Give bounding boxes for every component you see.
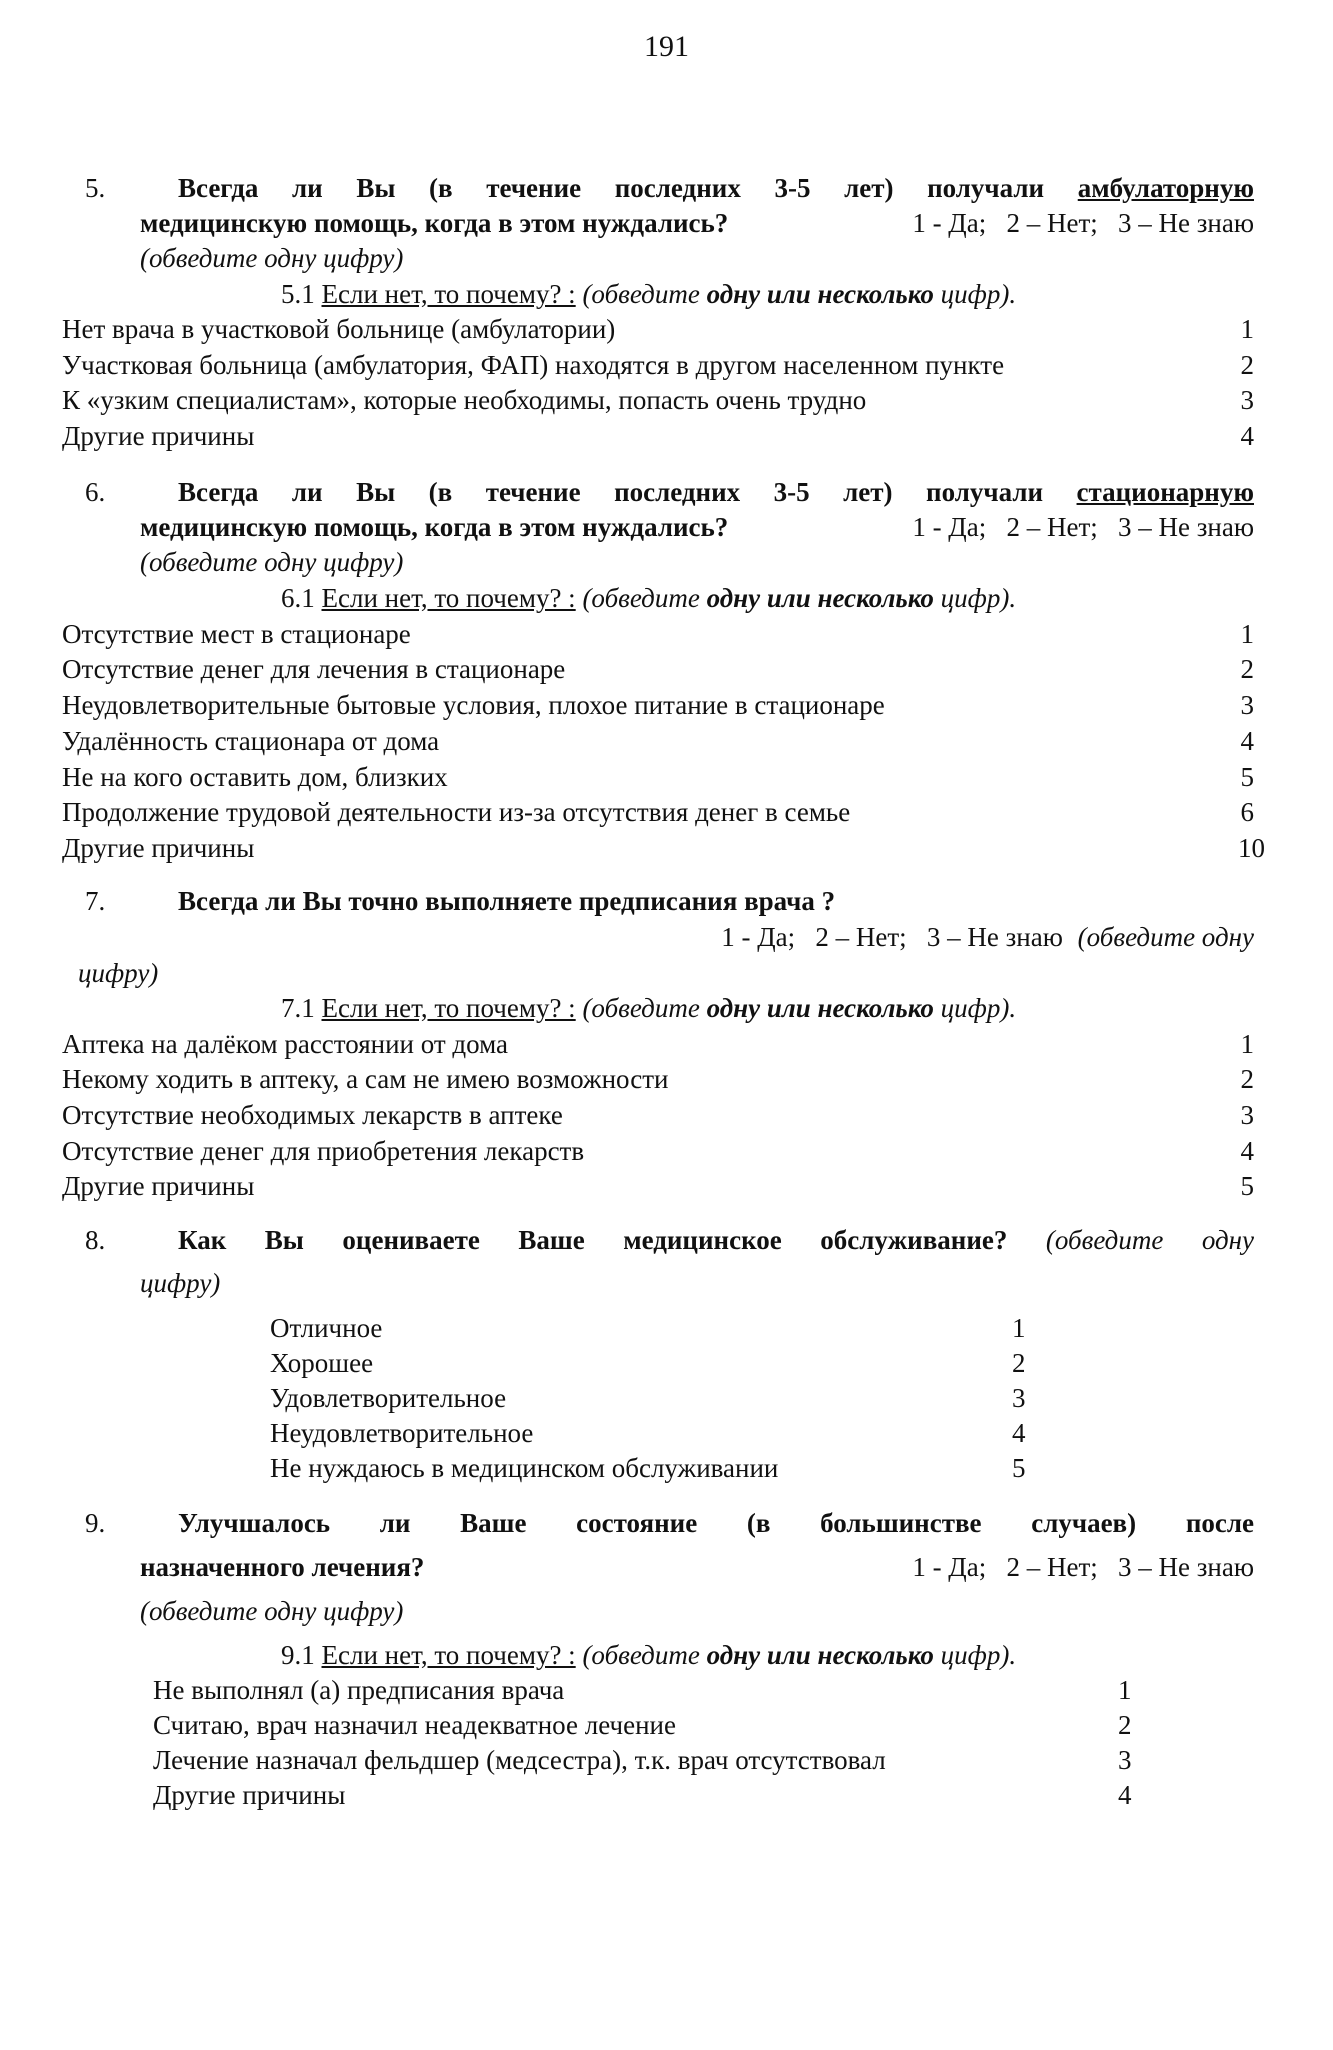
q7-title: Всегда ли Вы точно выполняете предписания врача ?: [178, 886, 836, 916]
q5-option-2: Участковая больница (амбулатория, ФАП) находятся в другом населенном пункте: [62, 350, 1005, 380]
q6-instruction: (обведите одну цифру): [140, 547, 404, 577]
q8-option-3: Удовлетворительное: [270, 1383, 507, 1413]
q5-subquestion: [281, 279, 1016, 310]
q7-number: 7.: [85, 886, 106, 916]
q9-title-line1: Улучшалось ли Ваше состояние (в большинстве случаев) после: [178, 1508, 1254, 1538]
q7-code-1: 1: [1240, 1029, 1254, 1059]
q9-answers: 1 - Да; 2 – Нет; 3 – Не знаю: [912, 1552, 1254, 1582]
q7-subquestion: [281, 993, 1016, 1024]
q5-code-3: 3: [1240, 385, 1254, 415]
q9-number: 9.: [85, 1508, 106, 1538]
q7-answers-line: [560, 922, 1254, 953]
q6-title-line2: медицинскую помощь, когда в этом нуждались?: [140, 512, 729, 542]
q5-number: 5.: [85, 173, 106, 203]
q6-code-7: 10: [1238, 833, 1265, 863]
q5-sub-number: 5.1: [281, 279, 315, 309]
q5-option-1: Нет врача в участковой больнице (амбулатории): [62, 314, 616, 344]
q8-code-3: 3: [1012, 1383, 1026, 1413]
q6-code-4: 4: [1240, 726, 1254, 756]
q5-sub-instr-b: одну или несколько: [706, 279, 934, 309]
q8-code-1: 1: [1012, 1313, 1026, 1343]
q6-option-6: Продолжение трудовой деятельности из-за отсутствия денег в семье: [62, 797, 851, 827]
q8-code-2: 2: [1012, 1348, 1026, 1378]
q6-sub-text: Если нет, то почему? :: [321, 583, 576, 613]
q6-code-5: 5: [1240, 762, 1254, 792]
q5-option-3: К «узким специалистам», которые необходимы, попасть очень трудно: [62, 385, 867, 415]
q5-title-underlined: амбулаторную: [1077, 173, 1254, 203]
q8-option-2: Хорошее: [270, 1348, 374, 1378]
q6-number: 6.: [85, 477, 106, 507]
q6-sub-instr-a: (обведите: [582, 583, 707, 613]
q5-code-1: 1: [1240, 314, 1254, 344]
page-number: 191: [644, 30, 689, 63]
q8-code-4: 4: [1012, 1418, 1026, 1448]
q6-sub-number: 6.1: [281, 583, 315, 613]
q7-sub-number: 7.1: [281, 993, 315, 1023]
q9-sub-instr-a: (обведите: [582, 1640, 707, 1670]
q9-sub-instr-c: цифр).: [933, 1640, 1017, 1670]
q9-option-3: Лечение назначал фельдшер (медсестра), т.к. врач отсутствовал: [153, 1745, 886, 1775]
q9-option-2: Считаю, врач назначил неадекватное лечение: [153, 1710, 676, 1740]
q5-option-4: Другие причины: [62, 421, 255, 451]
q6-option-7: Другие причины: [62, 833, 255, 863]
q6-option-5: Не на кого оставить дом, близких: [62, 762, 448, 792]
q8-code-5: 5: [1012, 1453, 1026, 1483]
q9-title-line2: назначенного лечения?: [140, 1552, 425, 1582]
q6-title-line1: [178, 477, 1254, 508]
q6-answers: 1 - Да; 2 – Нет; 3 – Не знаю: [912, 512, 1254, 542]
q7-option-4: Отсутствие денег для приобретения лекарств: [62, 1136, 585, 1166]
q8-number: 8.: [85, 1225, 106, 1255]
q5-title-line1: [178, 173, 1254, 204]
q5-sub-instr-c: цифр).: [933, 279, 1017, 309]
q9-subquestion: [281, 1640, 1016, 1671]
q8-option-5: Не нуждаюсь в медицинском обслуживании: [270, 1453, 779, 1483]
q9-sub-instr-b: одну или несколько: [706, 1640, 934, 1670]
q9-instruction: (обведите одну цифру): [140, 1596, 404, 1626]
q5-title-line2: медицинскую помощь, когда в этом нуждались?: [140, 208, 729, 238]
q7-sub-instr-b: одну или несколько: [706, 993, 934, 1023]
q6-code-6: 6: [1240, 797, 1254, 827]
q6-code-1: 1: [1240, 619, 1254, 649]
q5-instruction: (обведите одну цифру): [140, 243, 404, 273]
q9-code-3: 3: [1118, 1745, 1132, 1775]
q6-option-3: Неудовлетворительные бытовые условия, плохое питание в стационаре: [62, 690, 885, 720]
q8-option-1: Отличное: [270, 1313, 383, 1343]
q9-sub-text: Если нет, то почему? :: [321, 1640, 576, 1670]
q5-sub-instr-a: (обведите: [582, 279, 707, 309]
q9-code-2: 2: [1118, 1710, 1132, 1740]
q7-code-3: 3: [1240, 1100, 1254, 1130]
q5-code-2: 2: [1240, 350, 1254, 380]
q5-title-part: Всегда ли Вы (в течение последних 3-5 лет) получали: [178, 173, 1045, 203]
q7-sub-instr-a: (обведите: [582, 993, 707, 1023]
q7-sub-text: Если нет, то почему? :: [321, 993, 576, 1023]
q7-sub-instr-c: цифр).: [933, 993, 1017, 1023]
q6-option-2: Отсутствие денег для лечения в стационаре: [62, 654, 566, 684]
q9-option-4: Другие причины: [153, 1780, 346, 1810]
q9-option-1: Не выполнял (а) предписания врача: [153, 1675, 565, 1705]
q7-instruction-b: цифру): [78, 958, 159, 988]
q6-title-underlined: стационарную: [1076, 477, 1254, 507]
q6-title-part: Всегда ли Вы (в течение последних 3-5 лет) получали: [178, 477, 1044, 507]
q7-answers: 1 - Да; 2 – Нет; 3 – Не знаю: [721, 922, 1063, 952]
q8-instruction-b: цифру): [140, 1268, 221, 1298]
q6-sub-instr-b: одну или несколько: [706, 583, 934, 613]
q6-sub-instr-c: цифр).: [933, 583, 1017, 613]
q6-code-3: 3: [1240, 690, 1254, 720]
q6-subquestion: [281, 583, 1016, 614]
q8-instruction-a: (обведите одну: [1045, 1225, 1255, 1255]
q8-title-line: [178, 1225, 1254, 1256]
q7-code-5: 5: [1240, 1171, 1254, 1201]
q7-option-2: Некому ходить в аптеку, а сам не имею возможности: [62, 1064, 669, 1094]
q6-option-4: Удалённость стационара от дома: [62, 726, 440, 756]
q8-title: Как Вы оцениваете Ваше медицинское обслуживание?: [178, 1225, 1008, 1255]
q7-option-3: Отсутствие необходимых лекарств в аптеке: [62, 1100, 563, 1130]
q9-code-1: 1: [1118, 1675, 1132, 1705]
q5-answers: 1 - Да; 2 – Нет; 3 – Не знаю: [912, 208, 1254, 238]
q7-instruction-a: (обведите одну: [1077, 922, 1254, 952]
q8-option-4: Неудовлетворительное: [270, 1418, 534, 1448]
q7-option-5: Другие причины: [62, 1171, 255, 1201]
q5-sub-text: Если нет, то почему? :: [321, 279, 576, 309]
q6-code-2: 2: [1240, 654, 1254, 684]
q7-option-1: Аптека на далёком расстоянии от дома: [62, 1029, 509, 1059]
q7-code-4: 4: [1240, 1136, 1254, 1166]
q9-code-4: 4: [1118, 1780, 1132, 1810]
q6-option-1: Отсутствие мест в стационаре: [62, 619, 411, 649]
q9-sub-number: 9.1: [281, 1640, 315, 1670]
q7-code-2: 2: [1240, 1064, 1254, 1094]
q5-code-4: 4: [1240, 421, 1254, 451]
